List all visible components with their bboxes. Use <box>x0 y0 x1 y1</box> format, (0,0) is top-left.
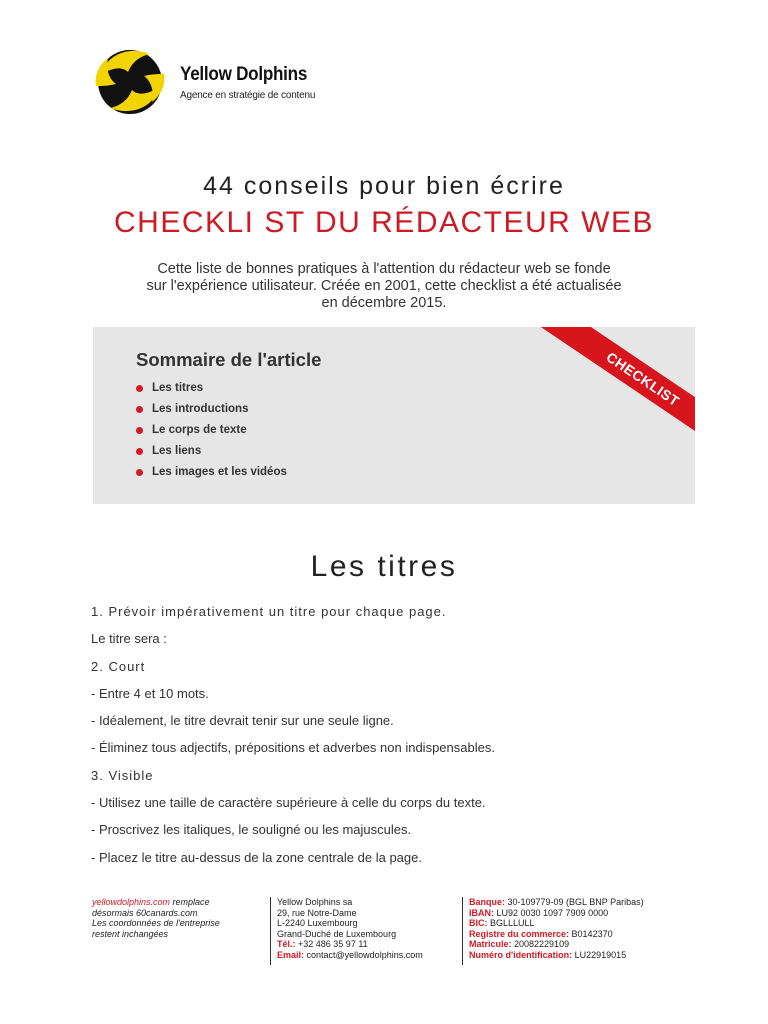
phone-value: +32 486 35 97 11 <box>295 939 368 949</box>
bullet-icon <box>136 427 143 434</box>
brand-name: Yellow Dolphins <box>180 64 308 85</box>
summary-box <box>93 327 695 504</box>
document-title: CHECKLI ST DU RÉDACTEUR WEB <box>113 206 654 239</box>
address-line: Yellow Dolphins sa <box>277 897 353 907</box>
registry-label: Registre du commerce: <box>469 928 570 939</box>
vat-value: LU22919015 <box>572 949 627 960</box>
summary-item-label: Les liens <box>152 445 202 457</box>
matricule-label: Matricule: <box>469 939 512 949</box>
body-line: 3. Visible <box>91 767 154 783</box>
checklist-ribbon <box>511 327 695 474</box>
body-line: - Idéalement, le titre devrait tenir sur une seule ligne. <box>91 713 394 729</box>
page-footer <box>92 897 702 967</box>
registry-value: B0142370 <box>569 928 613 939</box>
bic-label: BIC: <box>469 918 488 928</box>
summary-item[interactable] <box>136 441 287 462</box>
summary-title: Sommaire de l'article <box>136 349 322 370</box>
iban-value: LU92 0030 1097 7909 0000 <box>494 907 609 918</box>
brand-tagline: Agence en stratégie de contenu <box>180 90 316 101</box>
footer-bank-details <box>462 897 709 965</box>
body-line: - Entre 4 et 10 mots. <box>91 685 209 701</box>
intro-line: Cette liste de bonnes pratiques à l'attention du rédacteur web se fonde <box>157 261 611 277</box>
bank-value: 30-109779-09 (BGL BNP Paribas) <box>505 897 644 907</box>
phone-label: Tél.: <box>277 939 296 949</box>
email-label: Email: <box>277 949 305 960</box>
company-logo <box>92 44 322 116</box>
summary-item[interactable] <box>136 378 287 399</box>
body-line: - Éliminez tous adjectifs, prépositions et adverbes non indispensables. <box>91 740 495 756</box>
summary-item[interactable] <box>136 462 287 483</box>
document-subtitle: 44 conseils pour bien écrire <box>203 172 565 200</box>
footer-note <box>92 897 262 939</box>
bullet-icon <box>136 469 143 476</box>
bullet-icon <box>136 385 143 392</box>
ribbon-label: CHECKLIST <box>603 348 683 410</box>
dolphins-logo-icon <box>92 44 172 116</box>
intro-paragraph <box>100 261 668 312</box>
summary-item-label: Le corps de texte <box>152 424 247 436</box>
summary-item-label: Les titres <box>152 382 204 394</box>
iban-label: IBAN: <box>469 907 494 918</box>
summary-item[interactable] <box>136 399 287 420</box>
bic-value: BGLLLULL <box>487 918 535 928</box>
summary-item-label: Les images et les vidéos <box>152 466 287 478</box>
body-line: - Proscrivez les italiques, le souligné ou les majuscules. <box>91 822 412 838</box>
footer-note-line: désormais 60canards.com <box>92 907 198 918</box>
body-line: - Utilisez une taille de caractère supérieure à celle du corps du texte. <box>91 795 486 811</box>
bullet-icon <box>136 406 143 413</box>
footer-note-line: Les coordonnées de l'entreprise <box>92 918 220 928</box>
footer-note-text: remplace <box>170 897 210 907</box>
website-link[interactable]: yellowdolphins.com <box>92 897 171 907</box>
address-line: Grand-Duché de Luxembourg <box>277 928 397 939</box>
footer-address <box>270 897 467 965</box>
intro-line: sur l'expérience utilisateur. Créée en 2001, cette checklist a été actualisée <box>146 278 622 294</box>
email-link[interactable]: contact@yellowdolphins.com <box>304 949 423 960</box>
bullet-icon <box>136 448 143 455</box>
section-body <box>91 603 691 876</box>
matricule-value: 20082229109 <box>511 939 570 949</box>
body-line: Le titre sera : <box>91 631 167 647</box>
section-title: Les titres <box>310 550 458 583</box>
summary-item-label: Les introductions <box>152 403 249 415</box>
footer-note-line: restent inchangées <box>92 928 169 939</box>
intro-line: en décembre 2015. <box>321 295 447 311</box>
summary-item[interactable] <box>136 420 287 441</box>
bank-label: Banque: <box>469 897 505 907</box>
address-line: L-2240 Luxembourg <box>277 918 358 928</box>
summary-list <box>136 378 287 483</box>
body-line: - Placez le titre au-dessus de la zone centrale de la page. <box>91 849 422 865</box>
body-line: 1. Prévoir impérativement un titre pour chaque page. <box>91 604 447 619</box>
vat-label: Numéro d'identification: <box>469 949 573 960</box>
body-line: 2. Court <box>91 658 146 674</box>
address-line: 29, rue Notre-Dame <box>277 907 357 918</box>
